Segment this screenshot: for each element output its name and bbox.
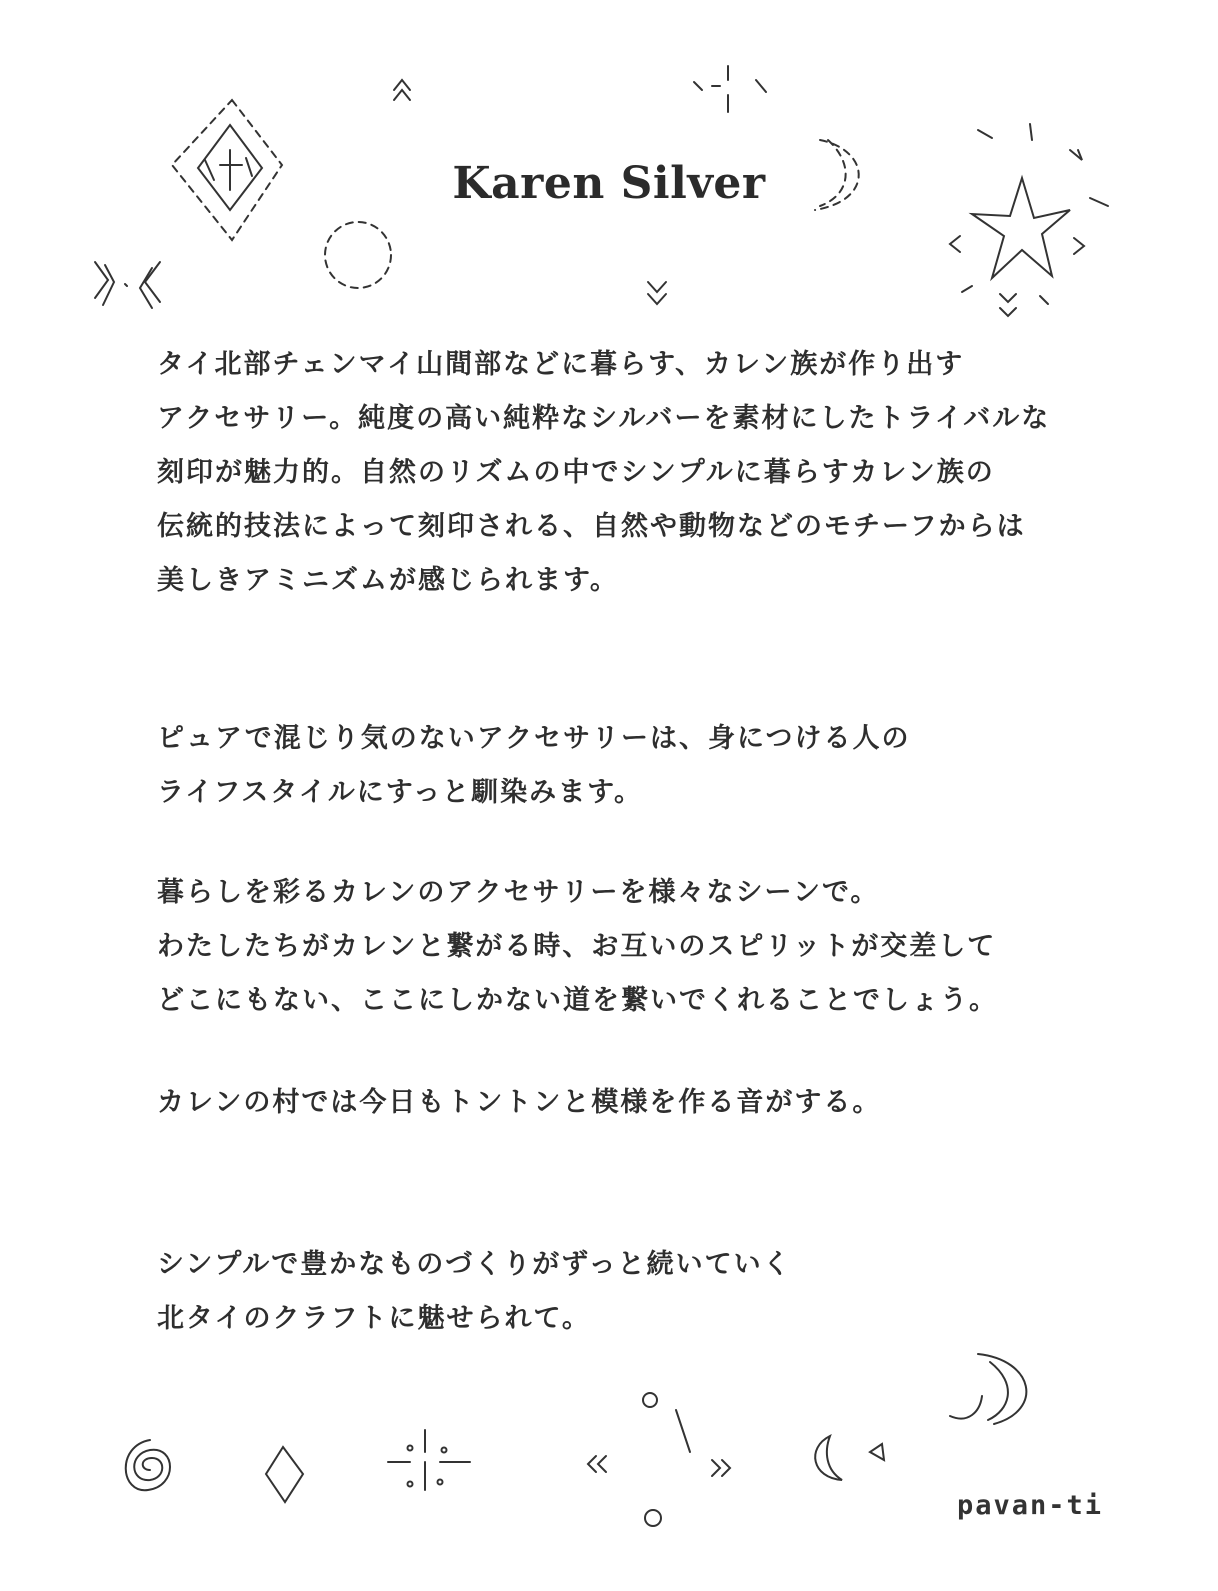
chevron-pair-icon (588, 1410, 730, 1476)
signature: pavan-ti (957, 1490, 1104, 1521)
chevron-down-icon (648, 282, 666, 304)
sparkle-icon (694, 66, 766, 112)
paragraph-village (157, 1076, 1117, 1130)
dotted-cross-icon (388, 1430, 470, 1490)
text-line: 伝統的技法によって刻印される、自然や動物などのモチーフからは (157, 511, 1026, 542)
moon-icon (950, 1354, 1026, 1424)
chevron-up-icon (394, 80, 410, 100)
text-line: 美しきアミニズムが感じられます。 (157, 565, 619, 596)
page-title: Karen Silver (452, 158, 766, 209)
text-line: シンプルで豊かなものづくりがずっと続いていく (157, 1249, 792, 1280)
star-icon (950, 124, 1108, 316)
text-line: ライフスタイルにすっと馴染みます。 (157, 777, 643, 808)
text-line: カレンの村では今日もトントンと模様を作る音がする。 (157, 1087, 882, 1118)
text-line: ピュアで混じり気のないアクセサリーは、身につける人の (157, 723, 911, 754)
paragraph-intro (157, 338, 1117, 608)
paragraph-closing (157, 1238, 1117, 1346)
text-line: 暮らしを彩るカレンのアクセサリーを様々なシーンで。 (157, 877, 880, 908)
small-circle-icon (645, 1510, 661, 1526)
crescent-icon (815, 1436, 842, 1480)
text-line: どこにもない、ここにしかない道を繋いでくれることでしょう。 (157, 985, 998, 1016)
text-line: 刻印が魅力的。自然のリズムの中でシンプルに暮らすカレン族の (157, 457, 995, 488)
diamond-icon (266, 1447, 303, 1502)
circle-icon (325, 222, 391, 288)
paragraph-scenes (157, 866, 1117, 1028)
chevron-icon (95, 262, 160, 308)
text-line: わたしたちがカレンと繋がる時、お互いのスピリットが交差して (157, 931, 997, 962)
spiral-icon (126, 1440, 170, 1490)
triangle-icon (870, 1444, 884, 1460)
small-circle-icon (643, 1393, 657, 1407)
text-line: 北タイのクラフトに魅せられて。 (157, 1303, 591, 1334)
paragraph-pure (157, 712, 1117, 820)
text-line: タイ北部チェンマイ山間部などに暮らす、カレン族が作り出す (157, 349, 965, 380)
text-line: アクセサリー。純度の高い純粋なシルバーを素材にしたトライバルな (157, 403, 1051, 434)
